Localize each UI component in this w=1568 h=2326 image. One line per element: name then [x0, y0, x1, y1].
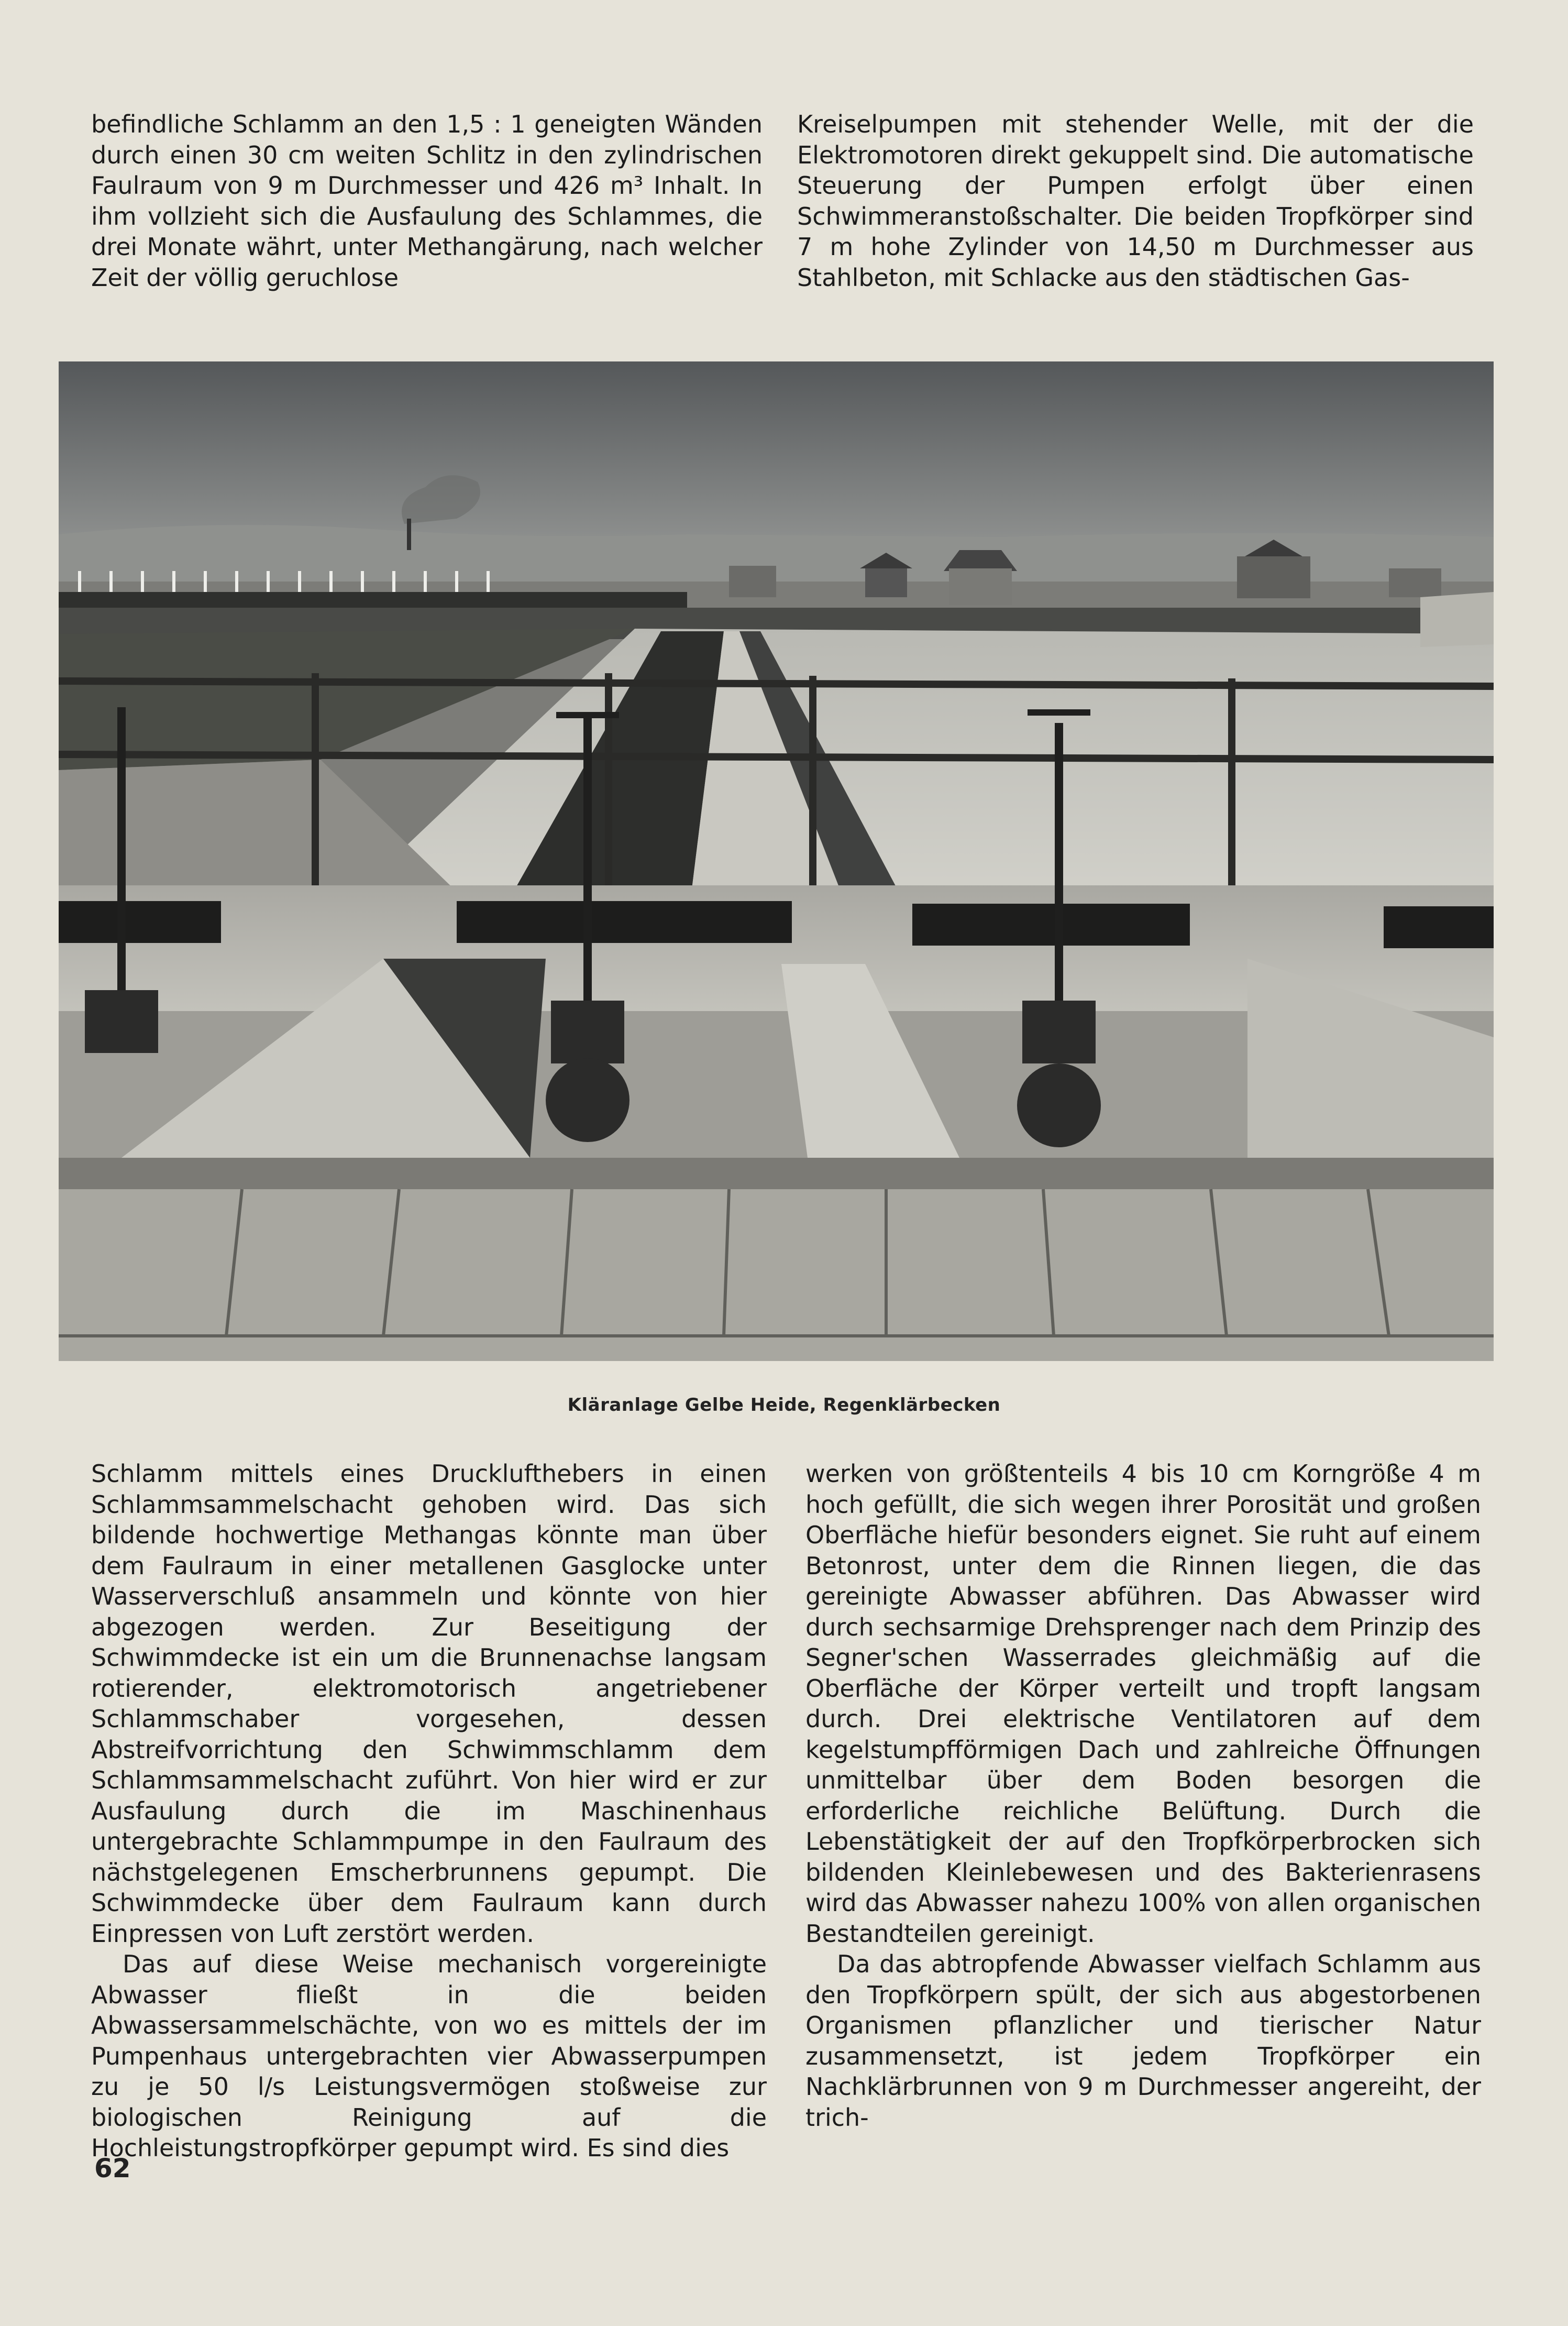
photo-caption: Kläranlage Gelbe Heide, Regenklärbecken — [567, 1395, 1001, 1416]
photo-sedimentation-tanks — [59, 361, 1494, 1361]
paragraph: Das auf diese Weise mechanisch vorgereinigte Abwasser fließt in die beiden Abwassersammelschächte, von wo es mittels der im Pumpenhaus untergebrachten vier Abwasserpumpen zu je 50 l/s Leistungsvermögen stoßweise zur biologischen Reinigung auf die Hochleistungstropfkörper gepumpt wird. Es sind dies — [91, 1950, 767, 2162]
paragraph: befindliche Schlamm an den 1,5 : 1 geneigten Wänden durch einen 30 cm weiten Schlitz in den zylindrischen Faulraum von 9 m Durchmesser und 426 m³ Inhalt. In ihm vollzieht sich die Ausfaulung des Schlammes, die drei Monate währt, unter Methangärung, nach welcher Zeit der völlig geruchlose — [91, 110, 763, 292]
page-number: 62 — [94, 2153, 131, 2184]
paragraph: Da das abtropfende Abwasser vielfach Schlamm aus den Tropfkörpern spült, der sich aus abgestorbenen Organismen pflanzlicher und tierischer Natur zusammensetzt, ist jedem Tropfkörper ein Nachklärbrunnen von 9 m Durchmesser angereiht, der trich- — [805, 1950, 1481, 2132]
text-column-bottom-left — [91, 1458, 767, 2164]
paragraph: Kreiselpumpen mit stehender Welle, mit der die Elektromotoren direkt gekuppelt sind. Die automatische Steuerung der Pumpen erfolgt über einen Schwimmeranstoßschalter. Die beiden Tropfkörper sind 7 m hohe Zylinder von 14,50 m Durchmesser aus Stahlbeton, mit Schlacke aus den städtischen Gas- — [797, 110, 1474, 292]
paragraph: Schlamm mittels eines Drucklufthebers in einen Schlammsammelschacht gehoben wird. Das sich bildende hochwertige Methangas könnte man über dem Faulraum in einer metallenen Gasglocke unter Wasserverschluß ansammeln und könnte von hier abgezogen werden. Zur Beseitigung der Schwimmdecke ist ein um die Brunnenachse langsam rotierender, elektromotorisch angetriebener Schlammschaber vorgesehen, dessen Abstreifvorrichtung den Schwimmschlamm dem Schlammsammelschacht zuführt. Von hier wird er zur Ausfaulung durch die im Maschinenhaus untergebrachte Schlammpumpe in den Faulraum des nächstgelegenen Emscherbrunnens gepumpt. Die Schwimmdecke über dem Faulraum kann durch Einpressen von Luft zerstört werden. — [91, 1460, 767, 1948]
photograph — [59, 361, 1494, 1361]
text-column-top-right — [797, 109, 1474, 293]
text-column-top-left — [91, 109, 763, 293]
paragraph: werken von größtenteils 4 bis 10 cm Korngröße 4 m hoch gefüllt, die sich wegen ihrer Porosität und großen Oberfläche hiefür besonders eignet. Sie ruht auf einem Betonrost, unter dem die Rinnen liegen, die das gereinigte Abwasser abführen. Das Abwasser wird durch sechsarmige Drehsprenger nach dem Prinzip des Segner'schen Wasserrades gleichmäßig auf die Oberfläche der Körper verteilt und tropft langsam durch. Drei elektrische Ventilatoren auf dem kegelstumpfförmigen Dach und zahlreiche Öffnungen unmittelbar über dem Boden besorgen die erforderliche reichliche Belüftung. Durch die Lebenstätigkeit der auf den Tropfkörperbrocken sich bildenden Kleinlebewesen und des Bakterienrasens wird das Abwasser nahezu 100% von allen organischen Bestandteilen gereinigt. — [805, 1460, 1481, 1948]
text-column-bottom-right — [805, 1458, 1481, 2133]
